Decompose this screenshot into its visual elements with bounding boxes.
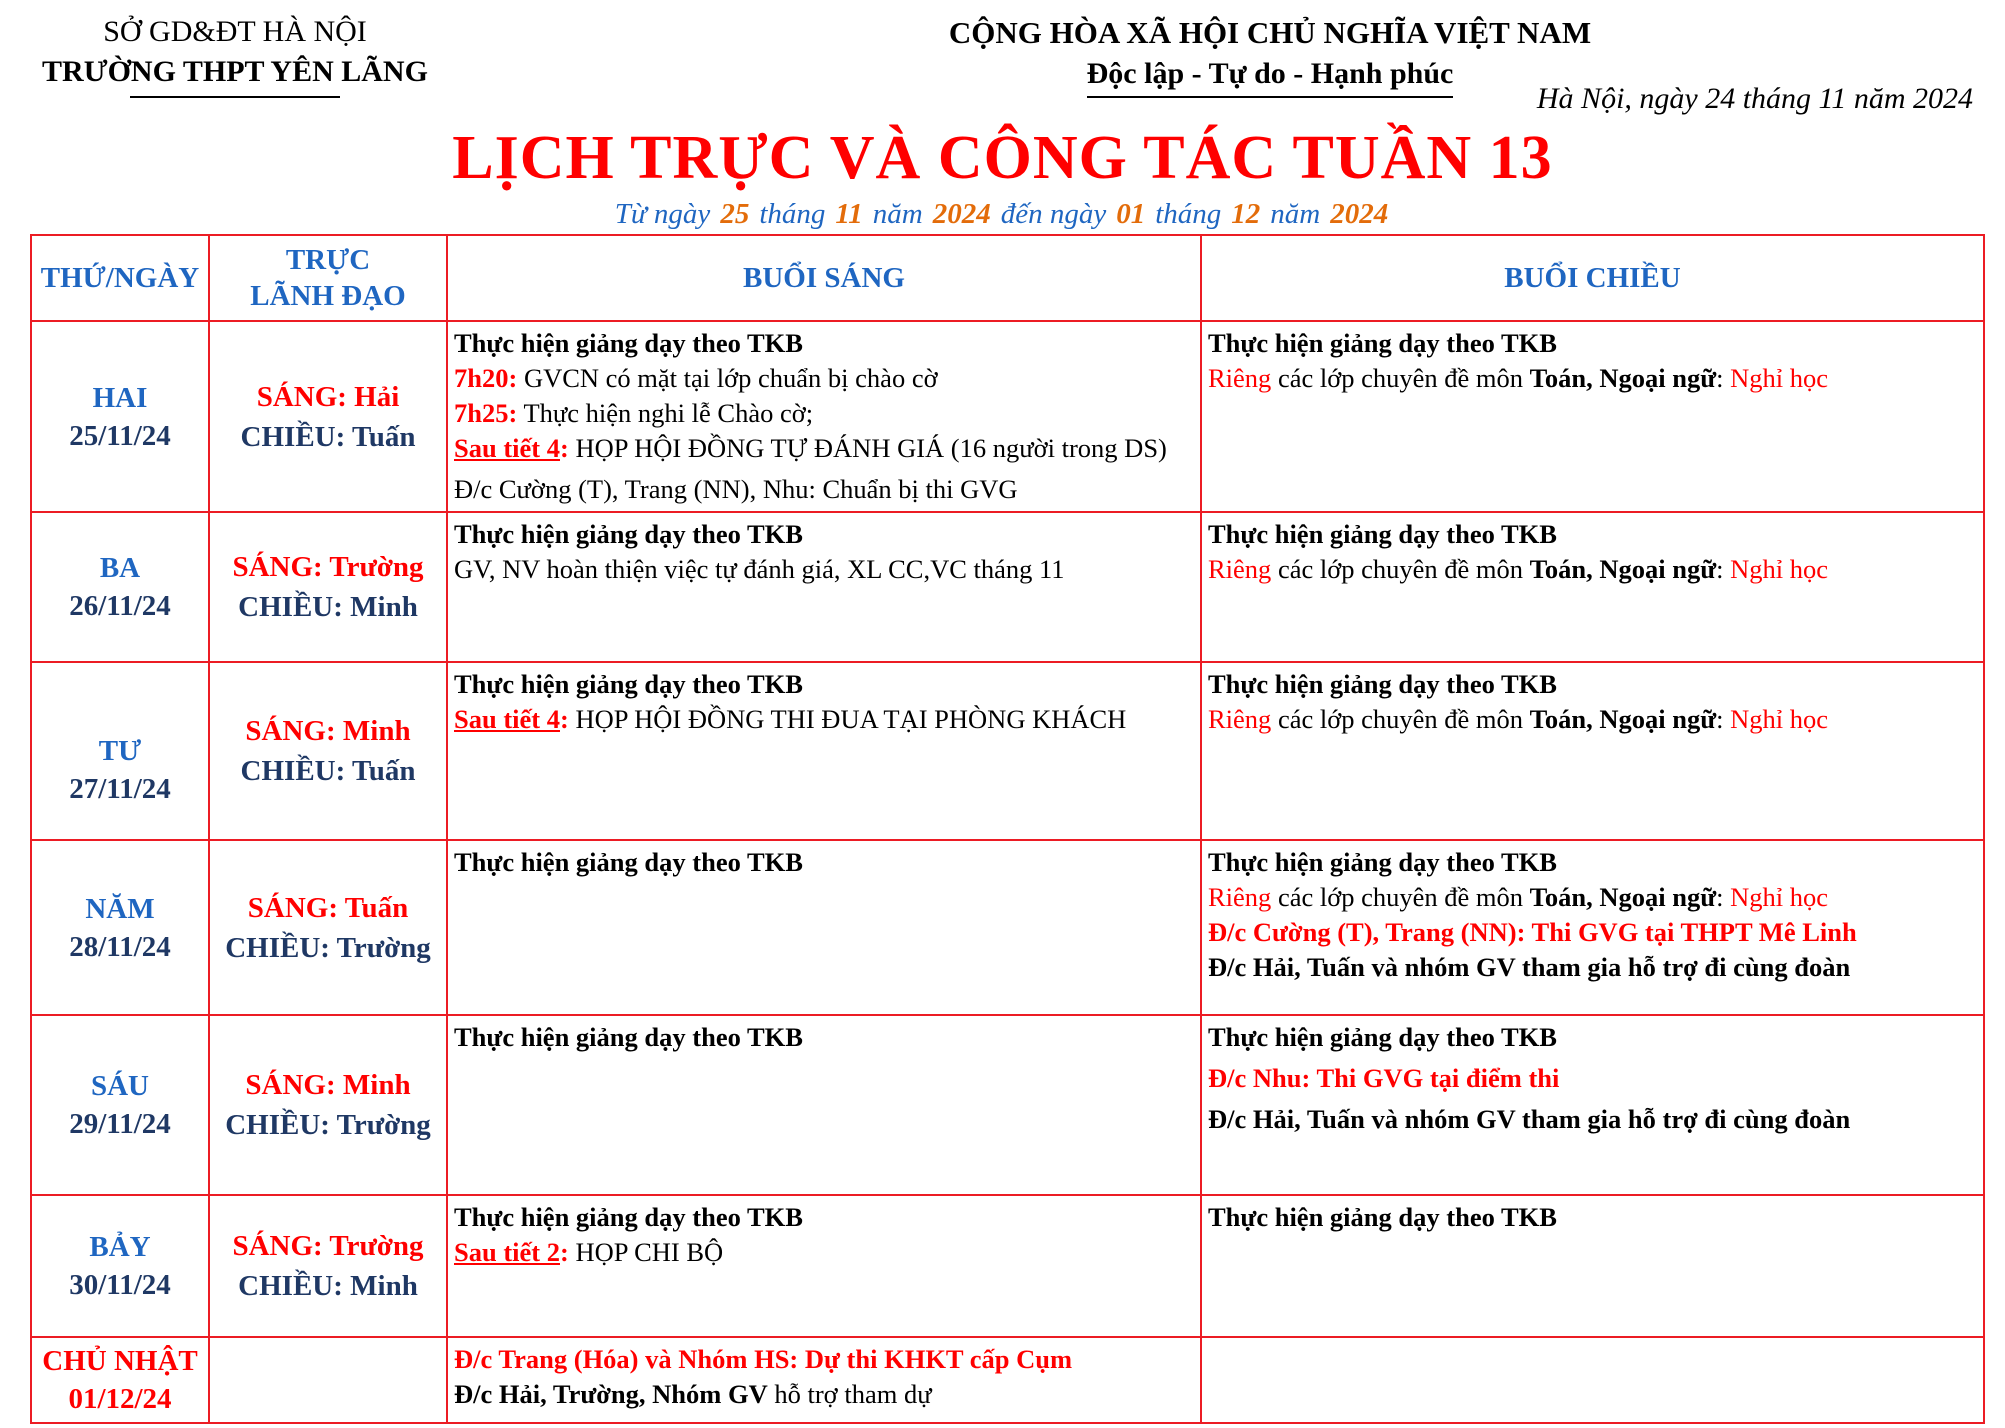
day-cell: TƯ 27/11/24 bbox=[31, 662, 209, 840]
table-row bbox=[31, 662, 1984, 840]
morning-cell: Thực hiện giảng dạy theo TKB GV, NV hoàn thiện việc tự đánh giá, XL CC,VC tháng 11 bbox=[447, 512, 1201, 662]
afternoon-cell: Thực hiện giảng dạy theo TKB Đ/c Nhu: Thi GVG tại điểm thi Đ/c Hải, Tuấn và nhóm GV tham gia hỗ trợ đi cùng đoàn bbox=[1201, 1015, 1984, 1195]
leader-cell: SÁNG: Tuấn CHIỀU: Trường bbox=[209, 840, 447, 1015]
table-row bbox=[31, 1195, 1984, 1337]
afternoon-cell: Thực hiện giảng dạy theo TKB Riêng các lớp chuyên đề môn Toán, Ngoại ngữ: Nghỉ học Đ/c Cường (T), Trang (NN): Thi GVG tại THPT Mê Linh Đ/c Hải, Tuấn và nhóm GV tham gia hỗ trợ đi cùng đoàn bbox=[1201, 840, 1984, 1015]
table-row bbox=[31, 512, 1984, 662]
school-name: TRƯỜNG THPT YÊN LÃNG bbox=[42, 55, 428, 88]
morning-cell: Thực hiện giảng dạy theo TKB Sau tiết 4: HỌP HỘI ĐỒNG THI ĐUA TẠI PHÒNG KHÁCH bbox=[447, 662, 1201, 840]
col-header-afternoon: BUỔI CHIỀU bbox=[1201, 235, 1984, 321]
morning-cell: Thực hiện giảng dạy theo TKB bbox=[447, 840, 1201, 1015]
morning-cell: Thực hiện giảng dạy theo TKB 7h20: GVCN có mặt tại lớp chuẩn bị chào cờ 7h25: Thực hiện nghi lễ Chào cờ; Sau tiết 4: HỌP HỘI ĐỒNG TỰ ĐÁNH GIÁ (16 người trong DS) Đ/c Cường (T), Trang (NN), Nhu: Chuẩn bị thi GVG bbox=[447, 321, 1201, 512]
leader-cell: SÁNG: Trường CHIỀU: Minh bbox=[209, 512, 447, 662]
afternoon-cell bbox=[1201, 1337, 1984, 1423]
national-motto: Độc lập - Tự do - Hạnh phúc bbox=[1087, 54, 1454, 98]
afternoon-cell: Thực hiện giảng dạy theo TKB bbox=[1201, 1195, 1984, 1337]
table-row bbox=[31, 1337, 1984, 1423]
country-name: CỘNG HÒA XÃ HỘI CHỦ NGHĨA VIỆT NAM bbox=[948, 15, 1592, 50]
day-cell: SÁU 29/11/24 bbox=[31, 1015, 209, 1195]
day-cell: BẢY 30/11/24 bbox=[31, 1195, 209, 1337]
leader-cell bbox=[209, 1337, 447, 1423]
afternoon-cell: Thực hiện giảng dạy theo TKB Riêng các lớp chuyên đề môn Toán, Ngoại ngữ: Nghỉ học bbox=[1201, 512, 1984, 662]
department-name: SỞ GD&ĐT HÀ NỘI bbox=[103, 15, 367, 48]
place-date: Hà Nội, ngày 24 tháng 11 năm 2024 bbox=[1536, 82, 1973, 115]
leader-cell: SÁNG: Minh CHIỀU: Trường bbox=[209, 1015, 447, 1195]
issuer-underline bbox=[130, 96, 340, 98]
leader-cell: SÁNG: Trường CHIỀU: Minh bbox=[209, 1195, 447, 1337]
morning-cell: Thực hiện giảng dạy theo TKB bbox=[447, 1015, 1201, 1195]
schedule-table bbox=[30, 234, 1985, 1424]
issuer-block bbox=[30, 12, 440, 98]
col-header-leader: TRỰC LÃNH ĐẠO bbox=[209, 235, 447, 321]
morning-cell: Thực hiện giảng dạy theo TKB Sau tiết 2: HỌP CHI BỘ bbox=[447, 1195, 1201, 1337]
table-row bbox=[31, 1015, 1984, 1195]
morning-cell: Đ/c Trang (Hóa) và Nhóm HS: Dự thi KHKT cấp Cụm Đ/c Hải, Trường, Nhóm GV hỗ trợ tham dự bbox=[447, 1337, 1201, 1423]
table-row bbox=[31, 840, 1984, 1015]
day-cell: CHỦ NHẬT 01/12/24 bbox=[31, 1337, 209, 1423]
day-cell: HAI 25/11/24 bbox=[31, 321, 209, 512]
day-cell: BA 26/11/24 bbox=[31, 512, 209, 662]
table-row bbox=[31, 321, 1984, 512]
col-header-morning: BUỔI SÁNG bbox=[447, 235, 1201, 321]
afternoon-cell: Thực hiện giảng dạy theo TKB Riêng các lớp chuyên đề môn Toán, Ngoại ngữ: Nghỉ học bbox=[1201, 662, 1984, 840]
leader-cell: SÁNG: Hải CHIỀU: Tuấn bbox=[209, 321, 447, 512]
afternoon-cell: Thực hiện giảng dạy theo TKB Riêng các lớp chuyên đề môn Toán, Ngoại ngữ: Nghỉ học bbox=[1201, 321, 1984, 512]
col-header-day: THỨ/NGÀY bbox=[31, 235, 209, 321]
page-title: LỊCH TRỰC VÀ CÔNG TÁC TUẦN 13 bbox=[452, 124, 1553, 192]
date-range: Từ ngày 25 tháng 11 năm 2024 đến ngày 01 tháng 12 năm 2024 bbox=[614, 198, 1389, 230]
table-header-row bbox=[31, 235, 1984, 321]
leader-cell: SÁNG: Minh CHIỀU: Tuấn bbox=[209, 662, 447, 840]
day-cell: NĂM 28/11/24 bbox=[31, 840, 209, 1015]
